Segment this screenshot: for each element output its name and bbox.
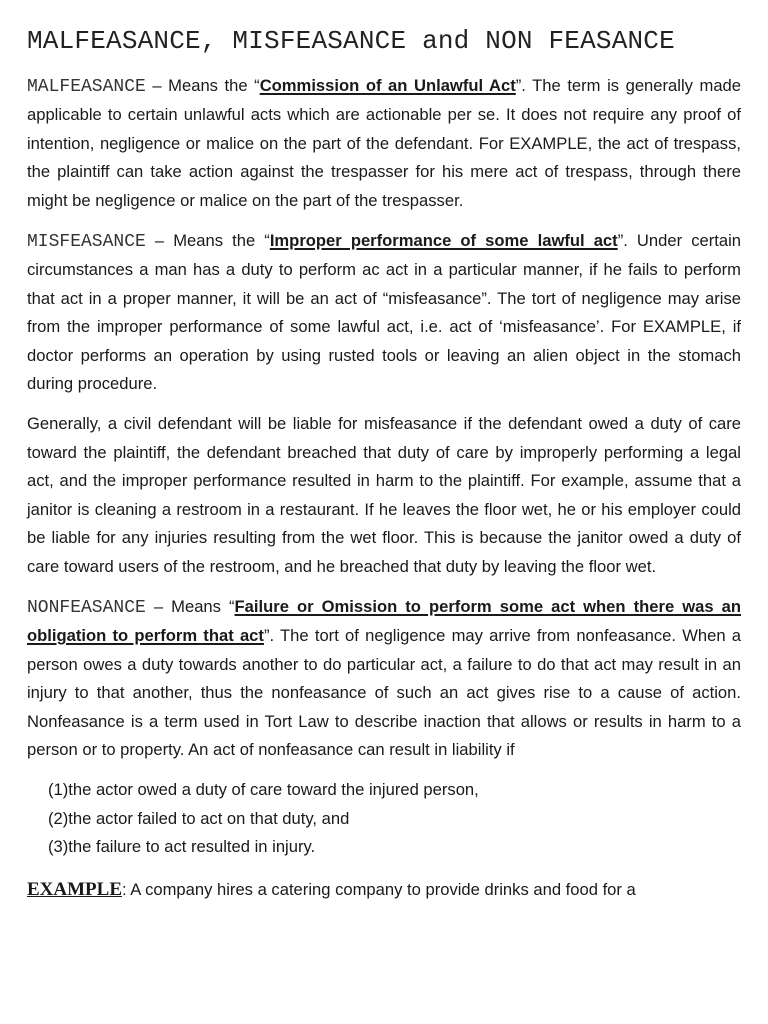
nonfeasance-text: ”. The tort of negligence may arrive from nonfeasance. When a person owes a duty towards another to do particular act, a failure to do that act may result in an injury to that another, thus the nonfeasance of such an act gives rise to a cause of action. Nonfeasance is a term used in Tort Law to describe inaction that allows or results in harm to a person or to property. An act of nonfeasance can result in liability if — [27, 626, 742, 759]
misfeasance-term: MISFEASANCE — [27, 232, 146, 253]
example-paragraph — [27, 876, 741, 904]
malfeasance-lead: – Means the “ — [145, 76, 260, 95]
nonfeasance-paragraph — [27, 593, 741, 764]
malfeasance-text: ”. The term is generally made applicable to certain unlawful acts which are actionable per se. It does not require any proof of intention, negligence or malice on the part of the defendant. For EXAMPLE, the act of trespass, the plaintiff can take action against the trespasser for his mere act of trespass, through there might be negligence or malice on the part of the trespasser. — [27, 76, 742, 210]
list-item: (1)the actor owed a duty of care toward the injured person, — [48, 780, 479, 800]
liability-conditions-list — [48, 776, 741, 861]
list-item: (3)the failure to act resulted in injury. — [48, 837, 316, 857]
malfeasance-term: MALFEASANCE — [27, 77, 146, 97]
nonfeasance-definition: Failure or Omission to perform some act when there was an obligation to perform that act — [27, 596, 741, 646]
document-page — [27, 24, 741, 904]
misfeasance-definition: Improper performance of some lawful act — [269, 231, 618, 251]
misfeasance-lead: – Means the “ — [145, 231, 270, 251]
misfeasance-text: ”. Under certain circumstances a man has a duty to perform ac act in a particular manner, if he fails to perform that act in a proper manner, it will be an act of “misfeasance”. The tort of negligence may arise from the improper performance of some lawful act, i.e. act of ‘misfeasance’. For EXAMPLE, if doctor performs an operation by using rusted tools or leaving an alien object in the stomach during procedure. — [27, 231, 742, 394]
document-title: MALFEASANCE, MISFEASANCE and NON FEASANCE — [27, 26, 675, 56]
general-paragraph: Generally, a civil defendant will be liable for misfeasance if the defendant owed a duty of care toward the plaintiff, the defendant breached that duty of care by improperly performing a legal act, and the improper performance resulted in harm to the plaintiff. For example, assume that a janitor is cleaning a restroom in a restaurant. If he leaves the floor wet, he or his employer could be liable for any injuries resulting from the wet floor. This is because the janitor owed a duty of care toward users of the restroom, and he breached that duty by leaving the floor wet. — [27, 414, 741, 576]
example-term: EXAMPLE — [27, 878, 122, 900]
list-item: (2)the actor failed to act on that duty, and — [48, 808, 350, 828]
malfeasance-paragraph — [27, 72, 741, 215]
misfeasance-paragraph — [27, 227, 741, 398]
malfeasance-definition: Commission of an Unlawful Act — [259, 76, 516, 95]
nonfeasance-lead: – Means “ — [145, 596, 235, 616]
nonfeasance-term: NONFEASANCE — [27, 597, 146, 618]
example-text: : A company hires a catering company to provide drinks and food for a — [122, 879, 636, 899]
